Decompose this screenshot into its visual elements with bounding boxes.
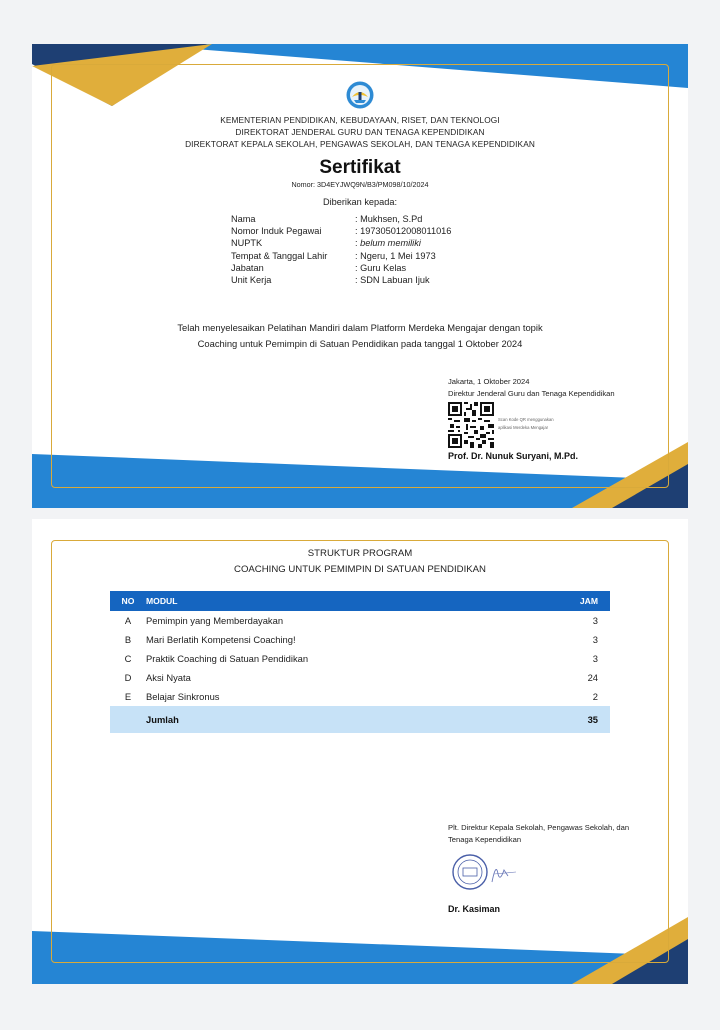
total-hours: 35 [538, 706, 610, 733]
statement-line-2: Coaching untuk Pemimpin di Satuan Pendidikan pada tanggal 1 Oktober 2024 [197, 338, 523, 349]
tut-wuri-handayani-logo [346, 81, 374, 109]
row-no: B [124, 634, 132, 645]
field-label: Unit Kerja [231, 275, 272, 285]
ministry-line-1: KEMENTERIAN PENDIDIKAN, KEBUDAYAAN, RISET, DAN TEKNOLOGI [220, 115, 500, 125]
row-hours: 24 [587, 672, 598, 683]
row-module: Aksi Nyata [146, 672, 191, 683]
signature-place-date: Jakarta, 1 Oktober 2024 [448, 377, 530, 386]
signature-position-line-1: Plt. Direktur Kepala Sekolah, Pengawas Sekolah, dan [448, 823, 630, 832]
qr-note-line-1: Scan Kode QR menggunakan [498, 417, 554, 422]
certificate-title: Sertifikat [319, 157, 401, 178]
field-value: : Mukhsen, S.Pd [355, 214, 423, 224]
signatory-name: Prof. Dr. Nunuk Suryani, M.Pd. [448, 451, 579, 461]
signature-position-line-2: Tenaga Kependidikan [448, 835, 522, 844]
certificate-number: Nomor: 3D4EYJWQ9N/B3/PM098/10/2024 [291, 180, 429, 189]
row-hours: 3 [592, 615, 598, 626]
row-hours: 3 [592, 634, 598, 645]
field-value: : Ngeru, 1 Mei 1973 [355, 251, 436, 261]
qr-code-icon [448, 402, 494, 448]
module-table [110, 591, 610, 733]
field-label: Tempat & Tanggal Lahir [231, 251, 328, 261]
row-no: E [124, 691, 132, 702]
program-title-line-1: STRUKTUR PROGRAM [307, 548, 413, 559]
signatory-name: Dr. Kasiman [448, 904, 501, 914]
field-label: NUPTK [231, 238, 263, 248]
row-module: Mari Berlatih Kompetensi Coaching! [146, 634, 296, 645]
given-to-label: Diberikan kepada: [322, 197, 398, 207]
table-row [110, 668, 610, 687]
field-label: Nomor Induk Pegawai [231, 226, 322, 236]
row-hours: 3 [592, 653, 598, 664]
total-label: Jumlah [146, 706, 538, 733]
table-row [110, 611, 610, 630]
header-module: MODUL [146, 591, 538, 611]
header-no: NO [110, 591, 146, 611]
statement-line-1: Telah menyelesaikan Pelatihan Mandiri dalam Platform Merdeka Mengajar dengan topik [177, 322, 543, 333]
field-value: : SDN Labuan Ijuk [355, 275, 430, 285]
signature-position: Direktur Jenderal Guru dan Tenaga Kependidikan [448, 389, 615, 398]
field-label: Jabatan [231, 263, 264, 273]
ministry-line-2: DIREKTORAT JENDERAL GURU DAN TENAGA KEPENDIDIKAN [235, 127, 485, 137]
header-hours: JAM [538, 591, 610, 611]
row-no: D [124, 672, 132, 683]
row-module: Belajar Sinkronus [146, 691, 220, 702]
ministry-line-3: DIREKTORAT KEPALA SEKOLAH, PENGAWAS SEKOLAH, DAN TENAGA KEPENDIDIKAN [185, 139, 535, 149]
table-header-row [110, 591, 610, 611]
qr-note-line-2: aplikasi Merdeka Mengajar [498, 425, 549, 430]
table-row [110, 649, 610, 668]
row-no: C [124, 653, 132, 664]
field-value: : 197305012008011016 [355, 226, 452, 236]
field-label: Nama [231, 214, 256, 224]
table-row [110, 630, 610, 649]
row-module: Pemimpin yang Memberdayakan [146, 615, 284, 626]
field-value: : Guru Kelas [355, 263, 407, 273]
table-total-row [110, 706, 610, 733]
certificate-page [32, 44, 688, 508]
row-module: Praktik Coaching di Satuan Pendidikan [146, 653, 309, 664]
table-row [110, 687, 610, 706]
row-hours: 2 [592, 691, 598, 702]
field-value: : belum memiliki [355, 238, 421, 248]
program-title-line-2: COACHING UNTUK PEMIMPIN DI SATUAN PENDIDIKAN [234, 564, 486, 575]
row-no: A [124, 615, 132, 626]
program-structure-page [32, 519, 688, 984]
official-stamp-signature-icon [450, 852, 530, 892]
